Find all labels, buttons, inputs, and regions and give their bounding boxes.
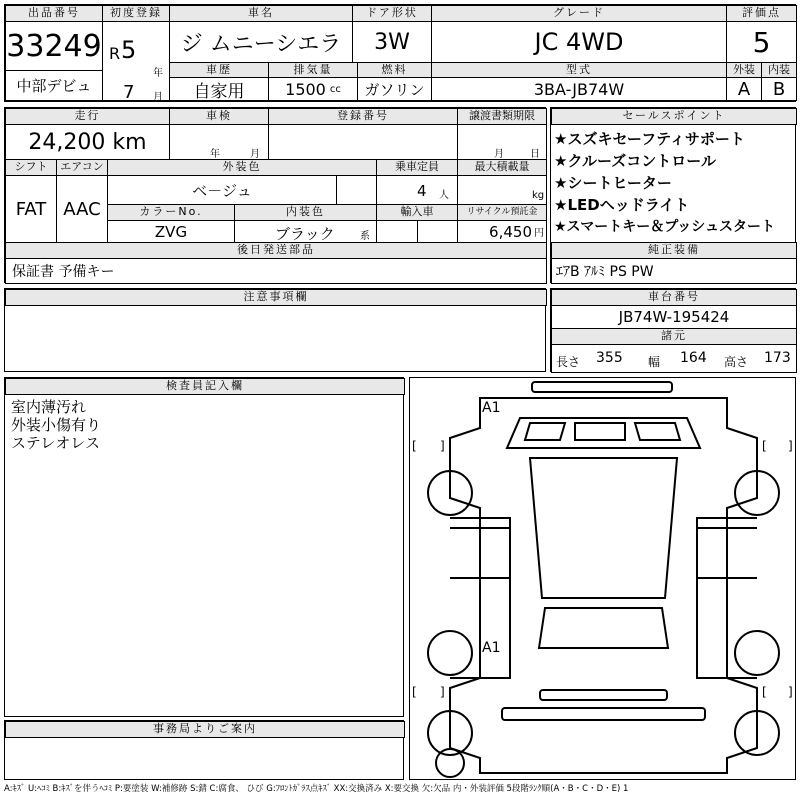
shift-value: FAT — [5, 175, 57, 243]
footer-legend: A:ｷｽﾞ U:ﾍｺﾐ B:ｷｽﾞを伴うﾍｺﾐ P:要塗装 W:補修跡 S:錆 C:腐食、 ひび G:ﾌﾛﾝﾄｶﾞﾗｽ点ｷｽﾞ XX:交換済み X:要交換 欠:欠品 内・外装評価 5段階ﾗﾝｸ順(A・B・C・D・E) 1 — [4, 784, 629, 794]
debut-label: 中部デビュ — [5, 70, 103, 101]
notes-section — [4, 288, 546, 372]
door-label: ドア形状 — [352, 5, 432, 22]
chassis-section — [550, 288, 796, 372]
transfer-box — [457, 124, 547, 160]
lot-no: 33249 — [5, 21, 103, 71]
recycle-box — [457, 220, 547, 243]
svg-text:]: ] — [440, 685, 445, 699]
color-no-value: ZVG — [107, 220, 235, 243]
int-color-value: ブラック — [275, 225, 335, 243]
sales-item: ★クルーズコントロール — [554, 152, 716, 170]
later-parts-label: 後日発送部品 — [5, 242, 547, 259]
height-value: 173 — [764, 350, 791, 366]
top-section — [4, 4, 796, 102]
capacity-label: 乗車定員 — [376, 159, 458, 176]
score-label: 評価点 — [726, 5, 797, 22]
car-name-label: 車名 — [169, 5, 353, 22]
length-label: 長さ — [556, 355, 581, 369]
displacement-unit: cc — [329, 83, 341, 95]
inspector-notes — [11, 398, 101, 452]
specs-label: 諸元 — [551, 328, 797, 345]
car-diagram — [409, 377, 796, 780]
door-value: 3W — [352, 21, 432, 63]
import-box — [376, 220, 418, 243]
max-load-unit: kg — [532, 190, 545, 201]
mileage-value: 24,200 km — [5, 124, 170, 160]
svg-text:]: ] — [788, 439, 793, 453]
displacement-box — [268, 77, 358, 101]
sales-item: ★スズキセーフティサポート — [554, 130, 745, 148]
width-label: 幅 — [648, 355, 661, 369]
transfer-label: 譲渡書類期限 — [457, 108, 547, 125]
color-no-label: カラーNo. — [107, 204, 235, 221]
equip-label: 純正装備 — [551, 242, 797, 259]
svg-text:[: [ — [762, 439, 767, 453]
int-grade: B — [761, 77, 797, 101]
sales-item: ★シートヒーター — [554, 174, 672, 192]
ac-label: エアコン — [56, 159, 108, 176]
shift-label: シフト — [5, 159, 57, 176]
ext-label: 外装 — [726, 62, 762, 78]
inspector-line: ステレオレス — [11, 434, 100, 452]
specs-box — [551, 344, 797, 373]
ext-color-extra — [336, 175, 377, 205]
sales-item: ★LEDヘッドライト — [554, 196, 690, 214]
sales-list — [554, 128, 775, 238]
office-section — [4, 720, 404, 780]
svg-text:[: [ — [762, 685, 767, 699]
sales-item: ★スマートキー＆プッシュスタート — [554, 219, 776, 235]
displacement-label: 排気量 — [268, 62, 358, 78]
inspection-box — [169, 124, 269, 160]
inspection-month-unit: 月 — [250, 149, 260, 160]
inspection-year-unit: 年 — [210, 149, 220, 160]
recycle-value: 6,450 — [489, 222, 532, 241]
inspector-section — [4, 377, 404, 717]
int-color-suffix: 系 — [360, 231, 370, 242]
year-unit: 年 — [153, 68, 163, 79]
int-color-box — [234, 220, 377, 243]
grade-label: グレード — [431, 5, 727, 22]
info-section — [4, 107, 546, 283]
grade-value: JC 4WD — [431, 21, 727, 63]
first-reg-label: 初度登録 — [102, 5, 170, 22]
svg-text:[: [ — [412, 685, 417, 699]
recycle-unit: 円 — [534, 228, 544, 239]
displacement-value: 1500 — [285, 79, 326, 99]
recycle-label: リサイクル預託金 — [457, 204, 547, 221]
year: 5 — [121, 36, 137, 64]
max-load-box — [457, 175, 547, 205]
transfer-day-unit: 日 — [530, 149, 540, 160]
sales-label: セールスポイント — [551, 108, 797, 125]
fuel-value: ガソリン — [357, 77, 432, 101]
reg-no-label: 登録番号 — [268, 108, 458, 125]
chassis-label: 車台番号 — [551, 289, 797, 306]
width-value: 164 — [680, 350, 707, 366]
length-value: 355 — [596, 350, 623, 366]
chassis-value: JB74W-195424 — [551, 305, 797, 329]
ext-grade: A — [726, 77, 762, 101]
int-color-label: 内装色 — [234, 204, 377, 221]
int-label: 内装 — [761, 62, 797, 78]
fuel-label: 燃料 — [357, 62, 432, 78]
month-unit: 月 — [153, 92, 163, 101]
notes-label: 注意事項欄 — [5, 289, 547, 306]
era: R — [109, 44, 121, 63]
history-label: 車歴 — [169, 62, 269, 78]
model-label: 型式 — [431, 62, 727, 78]
month: 7 — [123, 82, 135, 101]
reg-no-box — [268, 124, 458, 160]
first-reg-box — [102, 21, 170, 101]
mileage-label: 走行 — [5, 108, 170, 125]
sales-section — [550, 107, 796, 283]
equip-value: ｴｱB ｱﾙﾐ PS PW — [551, 258, 797, 284]
svg-text:]: ] — [788, 685, 793, 699]
capacity-unit: 人 — [439, 190, 449, 201]
inspector-line: 外装小傷有り — [11, 416, 102, 434]
lot-no-label: 出品番号 — [5, 5, 103, 22]
transfer-month-unit: 月 — [494, 149, 504, 160]
capacity-value: 4 — [417, 182, 427, 200]
ext-color-label: 外装色 — [107, 159, 377, 176]
office-label: 事務局よりご案内 — [5, 721, 405, 738]
height-label: 高さ — [724, 355, 749, 369]
damage-mark-rear-left: A1 — [482, 640, 501, 656]
history-value: 自家用 — [169, 77, 269, 101]
svg-text:]: ] — [440, 439, 445, 453]
score-value: 5 — [726, 21, 797, 63]
car-outline-drawing — [410, 378, 797, 781]
import-box-2 — [417, 220, 458, 243]
model-value: 3BA-JB74W — [431, 77, 727, 101]
damage-mark-front: A1 — [482, 400, 501, 416]
capacity-box — [376, 175, 458, 205]
inspector-label: 検査員記入欄 — [5, 378, 405, 395]
car-name: ジ ムニーシエラ — [169, 21, 353, 63]
ext-color-value: ベ－ジュ — [107, 175, 337, 205]
later-parts-value: 保証書 予備キー — [5, 258, 547, 284]
svg-text:[: [ — [412, 439, 417, 453]
ac-value: AAC — [56, 175, 108, 243]
inspection-label: 車検 — [169, 108, 269, 125]
max-load-label: 最大積載量 — [457, 159, 547, 176]
inspector-line: 室内薄汚れ — [11, 398, 87, 416]
import-label: 輸入車 — [376, 204, 458, 221]
